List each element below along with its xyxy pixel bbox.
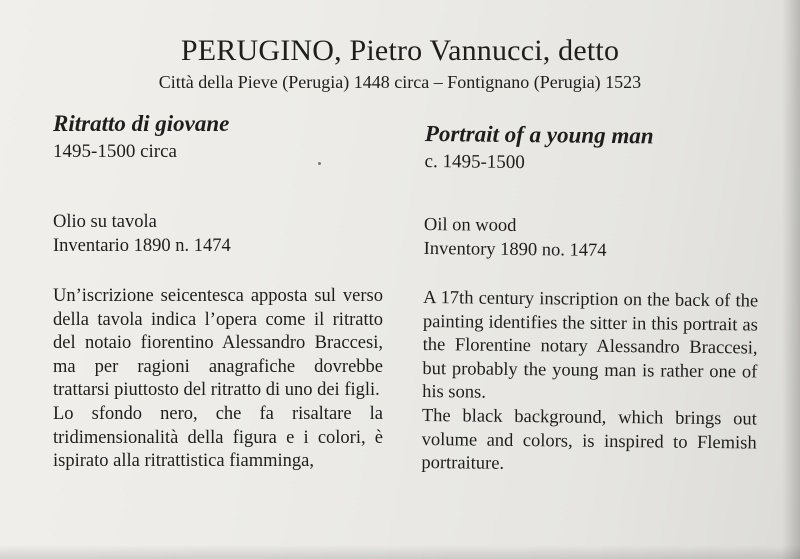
medium-english: Oil on wood: [423, 214, 517, 236]
english-column: [421, 120, 760, 479]
artist-lifespan: Città della Pieve (Perugia) 1448 circa – Fontignano (Perugia) 1523: [158, 72, 642, 92]
description-english-paragraph-1: A 17th century inscription on the back of the painting identifies the sitter in this portrait as the Florentine notary Alessandro Braccesi, but probably the young man is rather one of his sons.: [422, 287, 759, 404]
card-bottom-shadow: [0, 545, 800, 559]
card-edge-shadow: [782, 0, 800, 559]
medium-italian: Olio su tavola: [53, 212, 157, 232]
description-italian: [53, 285, 383, 474]
description-italian-paragraph-2: Lo sfondo nero, che fa risaltare la tridimensionalità della figura e i colori, è ispirato alla ritrattistica fiamminga,: [53, 403, 383, 472]
artwork-date-english: c. 1495-1500: [424, 150, 525, 174]
description-english-paragraph-2: The black background, which brings out volume and colors, is inspired to Flemish portraiture.: [421, 405, 757, 475]
description-italian-paragraph-1: Un’iscrizione seicentesca apposta sul verso della tavola indica l’opera come il ritratto del notaio fiorentino Alessandro Braccesi, ma per ragioni anagrafiche dovrebbe trattarsi piuttosto del ritratto di uno dei figli.: [53, 286, 383, 401]
italian-column: [53, 110, 383, 474]
artwork-title-english: Portrait of a young man: [424, 120, 654, 149]
inventory-italian: Inventario 1890 n. 1474: [53, 236, 231, 256]
artwork-date-italian: 1495-1500 circa: [53, 141, 177, 162]
artist-name: PERUGINO, Pietro Vannucci, detto: [180, 34, 620, 67]
description-english: [421, 287, 758, 479]
speck: [318, 162, 321, 165]
artwork-title-italian: Ritratto di giovane: [53, 111, 230, 136]
inventory-english: Inventory 1890 no. 1474: [423, 238, 607, 261]
